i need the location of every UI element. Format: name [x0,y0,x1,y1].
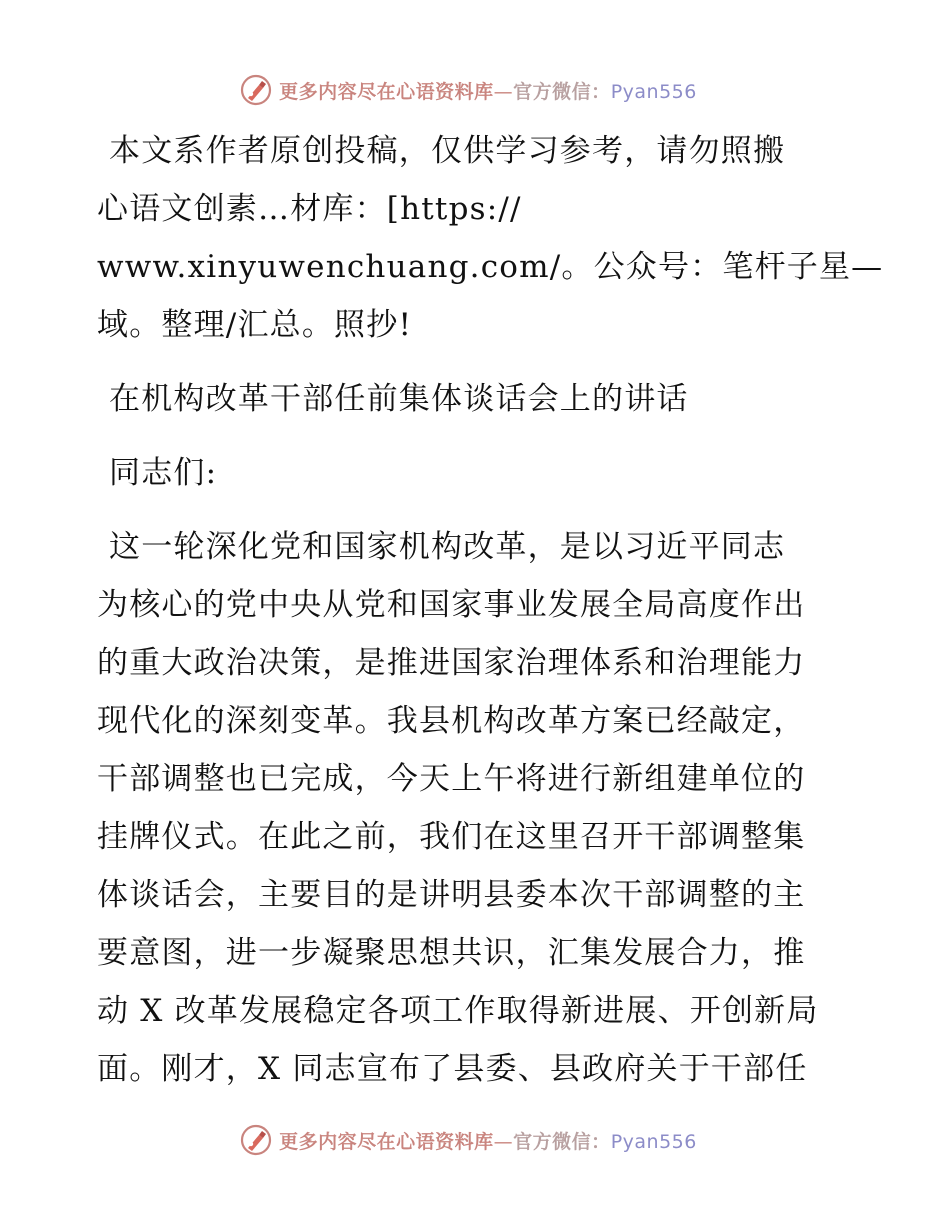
disclaimer-line: 本文系作者原创投稿，仅供学习参考，请勿照搬 [109,133,786,169]
header-watermark [0,70,950,110]
document-title: 在机构改革干部任前集体谈话会上的讲话 [109,381,689,417]
footer-watermark [0,1120,950,1160]
paragraph-line: 挂牌仪式。在此之前，我们在这里召开干部调整集 [97,819,806,855]
pen-logo-icon [239,73,273,107]
watermark-account-label: 官方微信： [513,80,611,103]
watermark-site-text: 更多内容尽在心语资料库 [279,1130,494,1153]
paragraph-line: 这一轮深化党和国家机构改革，是以习近平同志 [109,529,786,565]
pen-logo-icon [239,1123,273,1157]
disclaimer-line: www.xinyuwenchuang.com/。公众号：笔杆子星— [97,249,884,285]
paragraph-line: 要意图，进一步凝聚思想共识，汇集发展合力，推 [97,935,806,971]
paragraph-line: 现代化的深刻变革。我县机构改革方案已经敲定， [97,703,806,739]
salutation: 同志们: [109,455,218,491]
watermark-dash: — [493,1130,514,1153]
watermark-handle: Pyan556 [610,80,697,103]
paragraph-line: 为核心的党中央从党和国家事业发展全局高度作出 [97,587,806,623]
paragraph-line: 的重大政治决策，是推进国家治理体系和治理能力 [97,645,806,681]
document-body [97,122,884,1098]
watermark-account-label: 官方微信： [513,1130,611,1153]
disclaimer-line: 心语文创素…材库：[https:// [97,191,522,227]
paragraph-line: 体谈话会，主要目的是讲明县委本次干部调整的主 [97,877,806,913]
watermark-site-text: 更多内容尽在心语资料库 [279,80,494,103]
disclaimer-line: 域。整理/汇总。照抄! [97,307,413,343]
watermark-handle: Pyan556 [610,1130,697,1153]
paragraph-line: 干部调整也已完成，今天上午将进行新组建单位的 [97,761,806,797]
watermark-dash: — [493,80,514,103]
paragraph-line: 动 X 改革发展稳定各项工作取得新进展、开创新局 [97,993,819,1029]
paragraph-line: 面。刚才，X 同志宣布了县委、县政府关于干部任 [97,1051,808,1087]
